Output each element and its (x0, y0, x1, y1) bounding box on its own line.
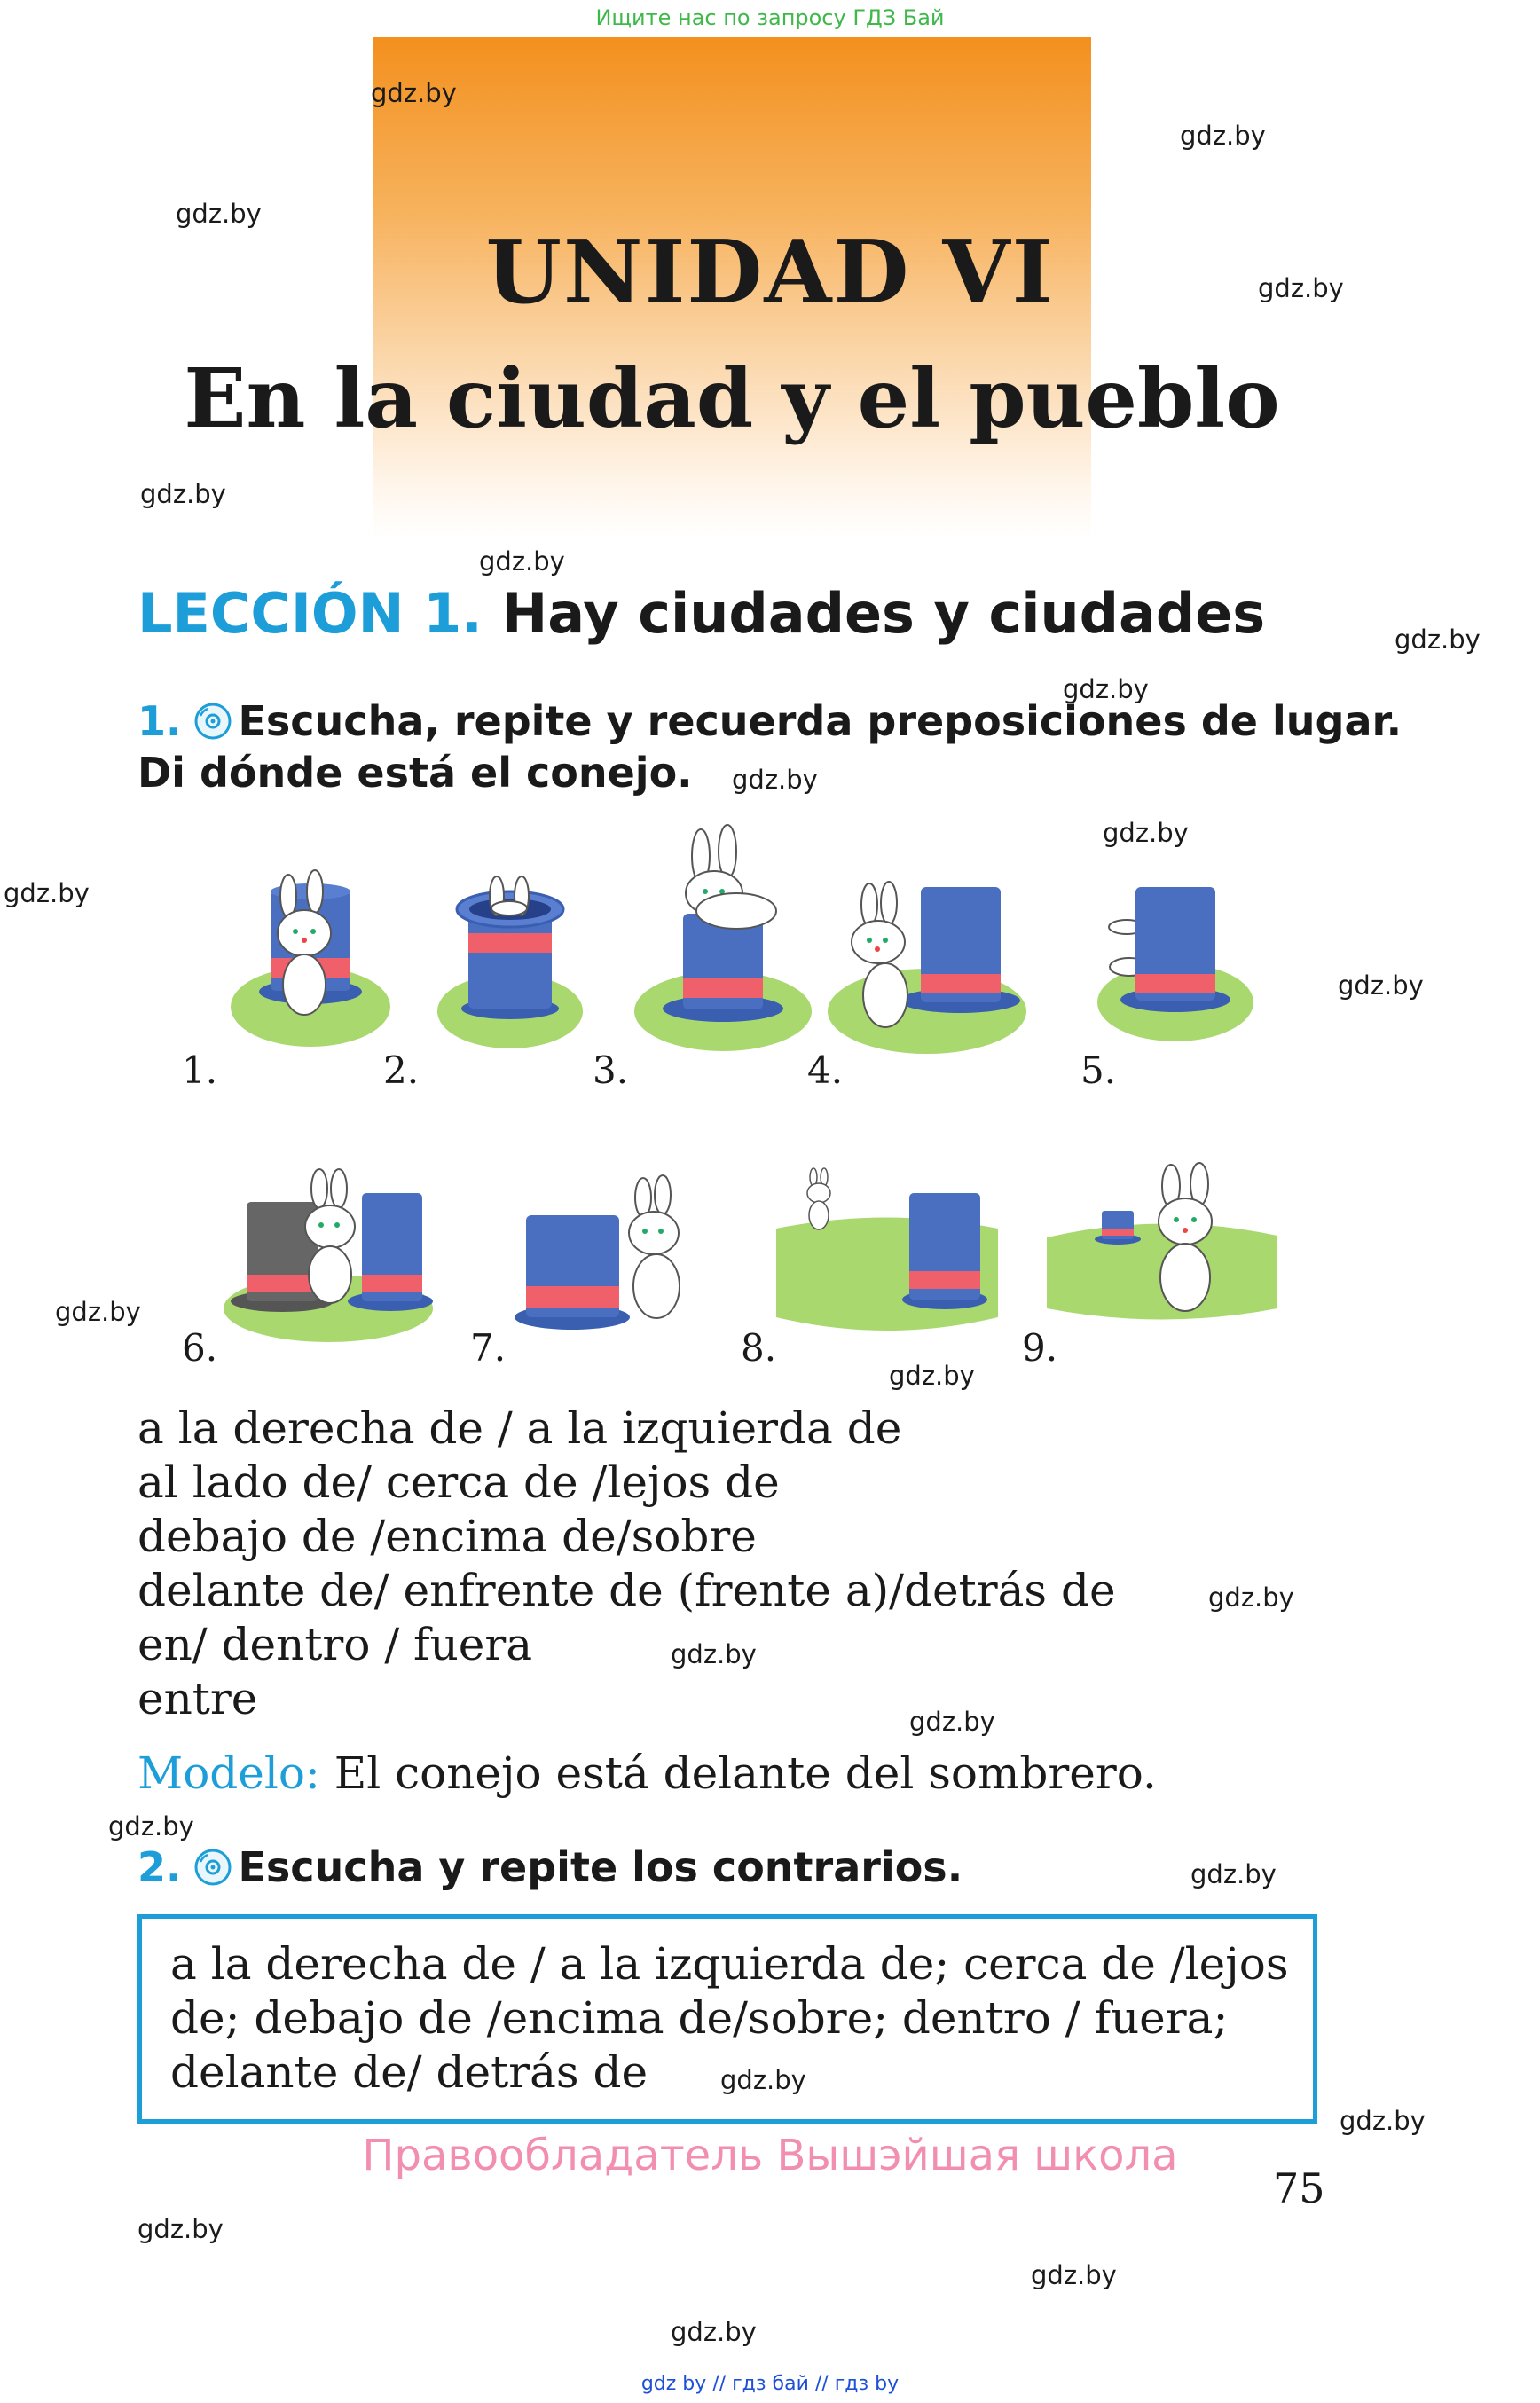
watermark: gdz.by (909, 1707, 995, 1737)
watermark: gdz.by (1338, 970, 1424, 1001)
illustration-rabbit-in-hat (435, 869, 585, 1056)
contrarios-line: delante de/ detrás de (170, 2046, 648, 2098)
rights-notice: Правообладатель Вышэйшая школа (362, 2131, 1178, 2180)
picture-label: 4. (807, 1048, 844, 1092)
audio-cd-icon[interactable] (193, 702, 232, 741)
picture-label: 7. (470, 1326, 507, 1370)
footer-links[interactable]: gdz by // гдз бай // гдз by (640, 2373, 900, 2395)
page-number: 75 (1273, 2164, 1325, 2212)
exercise-instruction: Escucha, repite y recuerda preposiciones de lugar. (238, 697, 1402, 745)
illustration-rabbit-beside-hat (825, 878, 1029, 1060)
picture-label: 8. (741, 1326, 777, 1370)
exercise-number: 2. (138, 1843, 182, 1891)
watermark: gdz.by (1031, 2260, 1117, 2290)
search-hint: Ищите нас по запросу ГДЗ Бай (595, 5, 945, 30)
watermark: gdz.by (1395, 624, 1481, 655)
picture-label: 3. (593, 1048, 629, 1092)
watermark: gdz.by (671, 1639, 757, 1669)
watermark: gdz.by (55, 1297, 141, 1327)
watermark: gdz.by (1340, 2106, 1426, 2136)
watermark: gdz.by (1103, 818, 1189, 848)
illustration-rabbit-between-hats (222, 1175, 435, 1344)
illustration-rabbit-in-front-of-hat (226, 852, 395, 1056)
exercise-1-heading (138, 697, 1402, 745)
watermark: gdz.by (1208, 1582, 1294, 1613)
exercise-2-heading (138, 1843, 962, 1891)
exercise-1-subline: Di dónde está el conejo. (138, 749, 693, 797)
watermark: gdz.by (138, 2214, 224, 2244)
watermark: gdz.by (176, 199, 262, 229)
contrarios-text (170, 1937, 1306, 2100)
preposition-line: a la derecha de / a la izquierda de (138, 1402, 902, 1454)
illustration-rabbit-far-from-hat (776, 1166, 998, 1344)
picture-label: 6. (182, 1326, 218, 1370)
unit-title: UNIDAD VI (485, 222, 1055, 324)
picture-label: 2. (383, 1048, 420, 1092)
model-text: El conejo está delante del sombrero. (319, 1747, 1157, 1799)
preposition-line: entre (138, 1673, 258, 1724)
watermark: gdz.by (479, 546, 565, 577)
model-example (138, 1747, 1157, 1799)
model-label: Modelo: (138, 1747, 320, 1799)
illustration-rabbit-near-small-hat (1047, 1166, 1277, 1344)
audio-cd-icon[interactable] (193, 1848, 232, 1887)
unit-subtitle: En la ciudad y el pueblo (184, 350, 1280, 446)
watermark: gdz.by (720, 2065, 806, 2095)
preposition-line: delante de/ enfrente de (frente a)/detrás de (138, 1565, 1116, 1616)
preposition-line: al lado de/ cerca de /lejos de (138, 1457, 780, 1508)
watermark: gdz.by (732, 765, 818, 795)
illustration-rabbit-on-hat (630, 829, 816, 1056)
picture-label: 5. (1080, 1048, 1117, 1092)
watermark: gdz.by (1180, 121, 1266, 151)
picture-label: 9. (1022, 1326, 1058, 1370)
prepositions-list (138, 1402, 1116, 1726)
watermark: gdz.by (371, 78, 457, 108)
illustration-rabbit-behind-hat (1096, 878, 1255, 1056)
picture-label: 1. (182, 1048, 218, 1092)
preposition-line: debajo de /encima de/sobre (138, 1511, 757, 1562)
lesson-name: Hay ciudades y ciudades (501, 581, 1266, 646)
exercise-number: 1. (138, 697, 182, 745)
watermark: gdz.by (108, 1811, 194, 1842)
watermark: gdz.by (1258, 273, 1344, 303)
contrarios-line: a la derecha de / a la izquierda de; cerca de /lejos (170, 1938, 1289, 1990)
watermark: gdz.by (140, 479, 226, 509)
watermark: gdz.by (671, 2317, 757, 2347)
lesson-title (138, 581, 1265, 646)
watermark: gdz.by (1063, 674, 1149, 704)
watermark: gdz.by (889, 1361, 975, 1391)
watermark: gdz.by (1190, 1859, 1277, 1889)
preposition-line: en/ dentro / fuera (138, 1619, 533, 1670)
contrarios-line: de; debajo de /encima de/sobre; dentro / fuera; (170, 1992, 1229, 2044)
watermark: gdz.by (4, 878, 90, 908)
lesson-number: LECCIÓN 1. (138, 581, 483, 646)
illustration-rabbit-right-of-hat (510, 1184, 714, 1344)
exercise-instruction: Escucha y repite los contrarios. (238, 1843, 963, 1891)
